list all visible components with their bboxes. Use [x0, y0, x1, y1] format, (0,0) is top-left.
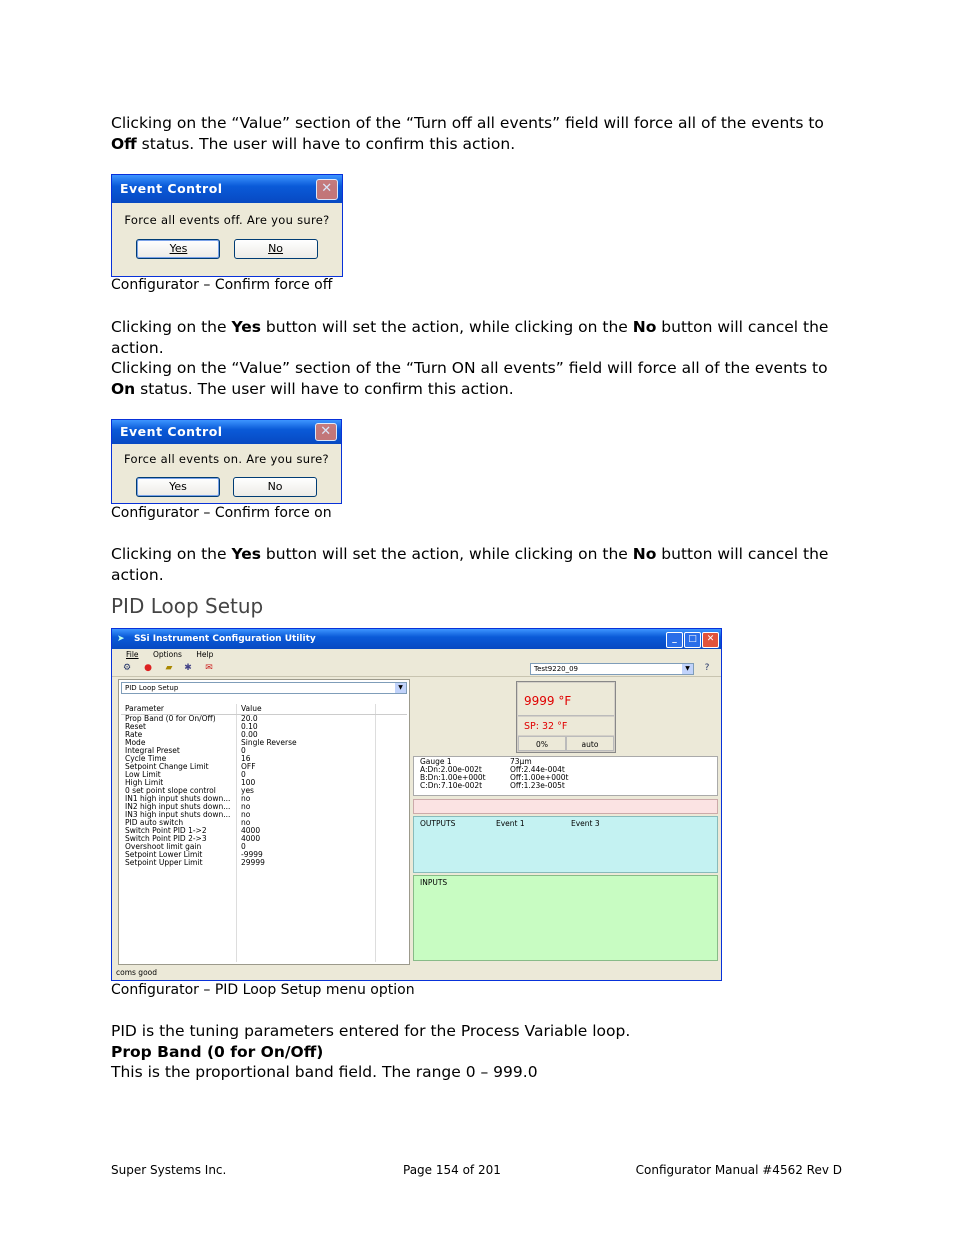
app-title-bar	[112, 629, 721, 649]
settings-icon[interactable]: ✱	[184, 663, 192, 673]
bold-off: Off	[111, 135, 137, 153]
dialog-title-bar	[112, 175, 342, 203]
grid-rows	[121, 715, 407, 867]
table-row[interactable]	[121, 859, 407, 867]
caption-pid-loop: Configurator – PID Loop Setup menu option	[111, 982, 415, 998]
inputs-label: INPUTS	[420, 878, 448, 887]
section-select-value: PID Loop Setup	[125, 684, 179, 692]
instrument-select[interactable]	[530, 663, 694, 675]
event-3[interactable]: Event 3	[571, 819, 600, 828]
column-header-value[interactable]: Value	[241, 704, 262, 713]
parameter-value[interactable]: no	[241, 811, 251, 819]
dialog-title: Event Control	[120, 424, 223, 439]
parameter-value[interactable]: 4000	[241, 835, 261, 843]
parameter-value[interactable]: no	[241, 819, 251, 827]
footer-company: Super Systems Inc.	[111, 1163, 227, 1177]
instrument-value: Test9220_09	[534, 665, 579, 673]
table-row[interactable]	[121, 851, 407, 859]
gauge-off-c: Off:1.23e-005t	[510, 781, 565, 790]
parameter-value[interactable]: Single Reverse	[241, 739, 297, 747]
parameter-value[interactable]: no	[241, 795, 251, 803]
gauge-off-b: Off:1.00e+000t	[510, 773, 569, 782]
text: button will cancel the action.	[111, 318, 829, 357]
gauge-name: Gauge 1	[420, 757, 452, 766]
text: Clicking on the “Value” section of the “Turn off all events” field will force all of the events to	[111, 114, 824, 132]
parameter-value[interactable]: no	[241, 803, 251, 811]
process-value: 9999 °F	[518, 683, 614, 716]
table-row[interactable]	[121, 835, 407, 843]
text: Clicking on the	[111, 545, 232, 563]
chevron-down-icon: ▼	[395, 683, 406, 693]
parameter-name: Rate	[125, 731, 143, 739]
gauge-off-a: Off:2.44e-004t	[510, 765, 565, 774]
parameter-name: PID auto switch	[125, 819, 184, 827]
menu-help[interactable]: Help	[196, 650, 214, 659]
column-header-parameter[interactable]: Parameter	[125, 704, 165, 713]
dialog-message: Force all events off. Are you sure?	[124, 213, 330, 227]
parameter-value[interactable]: 0.00	[241, 731, 258, 739]
paragraph-force-off	[111, 113, 846, 155]
bold-on: On	[111, 380, 136, 398]
setpoint-value[interactable]: SP: 32 °F	[518, 717, 614, 735]
table-row[interactable]	[121, 787, 407, 795]
parameter-value[interactable]: -9999	[241, 851, 263, 859]
text: status. The user will have to confirm this action.	[135, 380, 514, 398]
parameter-name: Switch Point PID 1->2	[125, 827, 207, 835]
output-percent: 0%	[518, 736, 566, 751]
parameter-name: Low Limit	[125, 771, 161, 779]
text: button will set the action, while clicking on the	[260, 545, 633, 563]
parameter-value[interactable]: OFF	[241, 763, 256, 771]
bold-yes: Yes	[231, 545, 261, 563]
parameter-panel	[118, 679, 410, 965]
paragraph-prop-band: This is the proportional band field. The range 0 – 999.0	[111, 1063, 538, 1081]
parameter-name: High Limit	[125, 779, 164, 787]
app-logo-icon: ➤	[117, 634, 125, 644]
report-icon[interactable]: ✉	[205, 663, 213, 673]
parameter-name: IN2 high input shuts down...	[125, 803, 231, 811]
app-title: SSi Instrument Configuration Utility	[134, 634, 316, 644]
table-row[interactable]	[121, 771, 407, 779]
connect-icon[interactable]: ⚙	[122, 663, 132, 673]
table-row[interactable]	[121, 715, 407, 723]
table-row[interactable]	[121, 739, 407, 747]
gauge-panel	[413, 756, 718, 796]
event-control-dialog-off	[111, 174, 343, 277]
no-button[interactable]: No	[234, 239, 318, 259]
parameter-value[interactable]: 16	[241, 755, 251, 763]
parameter-name: Reset	[125, 723, 146, 731]
text: button will cancel the action.	[111, 545, 829, 584]
footer-page-number: Page 154 of 201	[403, 1163, 501, 1177]
parameter-value[interactable]: 20.0	[241, 715, 258, 723]
table-row[interactable]	[121, 803, 407, 811]
section-select[interactable]	[121, 682, 407, 694]
caption-force-on: Configurator – Confirm force on	[111, 505, 332, 521]
event-1[interactable]: Event 1	[496, 819, 525, 828]
stop-icon[interactable]: ●	[144, 663, 152, 673]
parameter-name: Overshoot limit gain	[125, 843, 202, 851]
dialog-message: Force all events on. Are you sure?	[124, 452, 329, 466]
no-button[interactable]: No	[233, 477, 317, 497]
loop-display	[516, 681, 616, 753]
parameter-name: Switch Point PID 2->3	[125, 835, 207, 843]
grid-header	[121, 704, 407, 715]
outputs-panel	[413, 816, 718, 873]
toolbar	[112, 661, 721, 677]
parameter-value[interactable]: 0.10	[241, 723, 258, 731]
table-row[interactable]	[121, 747, 407, 755]
help-icon[interactable]: ?	[704, 663, 710, 673]
footer-manual: Configurator Manual #4562 Rev D	[635, 1163, 842, 1177]
minimize-icon[interactable]: _	[666, 632, 683, 648]
table-row[interactable]	[121, 795, 407, 803]
section-heading: PID Loop Setup	[111, 594, 264, 618]
gauge-b: B:Dn:1.00e+000t	[420, 773, 486, 782]
parameter-name: Setpoint Upper Limit	[125, 859, 203, 867]
parameter-name: Setpoint Lower Limit	[125, 851, 203, 859]
folder-icon[interactable]: ▰	[165, 663, 173, 673]
yes-button[interactable]: Yes	[136, 477, 220, 497]
menu-options[interactable]: Options	[152, 650, 182, 659]
table-row[interactable]	[121, 779, 407, 787]
parameter-name: Mode	[125, 739, 146, 747]
bold-no: No	[632, 318, 657, 336]
parameter-value[interactable]: 0	[241, 843, 246, 851]
parameter-name: IN3 high input shuts down...	[125, 811, 231, 819]
gauge-c: C:Dn:7.10e-002t	[420, 781, 483, 790]
parameter-name: IN1 high input shuts down...	[125, 795, 231, 803]
parameter-name: 0 set point slope control	[125, 787, 216, 795]
parameter-value[interactable]: 0	[241, 771, 246, 779]
paragraph-yes-no-2	[111, 544, 846, 586]
dialog-title: Event Control	[120, 181, 223, 196]
caption-force-off: Configurator – Confirm force off	[111, 277, 333, 293]
outputs-label: OUTPUTS	[420, 819, 456, 828]
event-control-dialog-on	[111, 419, 342, 504]
app-window	[111, 628, 722, 981]
text: status. The user will have to confirm this action.	[136, 135, 516, 153]
parameter-value[interactable]: 0	[241, 747, 246, 755]
dialog-title-bar	[112, 420, 341, 444]
yes-button[interactable]: Yes	[136, 239, 220, 259]
maximize-icon[interactable]: □	[684, 632, 701, 648]
gauge-value: 73µm	[510, 757, 532, 766]
paragraph-pid: PID is the tuning parameters entered for the Process Variable loop.	[111, 1022, 631, 1040]
table-row[interactable]	[121, 811, 407, 819]
text: button will set the action, while clicking on the	[260, 318, 633, 336]
chevron-down-icon: ▼	[682, 664, 693, 674]
table-row[interactable]	[121, 819, 407, 827]
mode-value[interactable]: auto	[566, 736, 614, 751]
bold-yes: Yes	[231, 318, 261, 336]
status-bar: coms good	[116, 968, 158, 977]
gauge-a: A:Dn:2.00e-002t	[420, 765, 482, 774]
table-row[interactable]	[121, 843, 407, 851]
parameter-name: Prop Band (0 for On/Off)	[125, 715, 216, 723]
status-panel	[412, 679, 718, 965]
parameter-name: Integral Preset	[125, 747, 180, 755]
paragraph-force-on	[111, 358, 846, 400]
parameter-name: Cycle Time	[125, 755, 167, 763]
close-icon[interactable]: ✕	[702, 632, 719, 648]
table-row[interactable]	[121, 755, 407, 763]
table-row[interactable]	[121, 827, 407, 835]
parameter-value[interactable]: 4000	[241, 827, 261, 835]
subheading-prop-band: Prop Band (0 for On/Off)	[111, 1043, 324, 1061]
close-icon[interactable]: ✕	[315, 423, 337, 441]
menu-bar	[112, 649, 721, 661]
text: Clicking on the “Value” section of the “Turn ON all events” field will force all of the events to	[111, 359, 828, 377]
parameter-value[interactable]: 100	[241, 779, 256, 787]
table-row[interactable]	[121, 731, 407, 739]
close-icon[interactable]: ✕	[316, 179, 338, 200]
parameter-value[interactable]: yes	[241, 787, 254, 795]
table-row[interactable]	[121, 723, 407, 731]
inputs-panel	[413, 875, 718, 961]
alarm-bar	[413, 799, 718, 814]
table-row[interactable]	[121, 763, 407, 771]
parameter-grid	[121, 704, 407, 867]
bold-no: No	[632, 545, 657, 563]
text: Clicking on the	[111, 318, 232, 336]
paragraph-yes-no-1	[111, 317, 846, 359]
parameter-value[interactable]: 29999	[241, 859, 265, 867]
parameter-name: Setpoint Change Limit	[125, 763, 209, 771]
menu-file[interactable]: File	[126, 650, 139, 659]
